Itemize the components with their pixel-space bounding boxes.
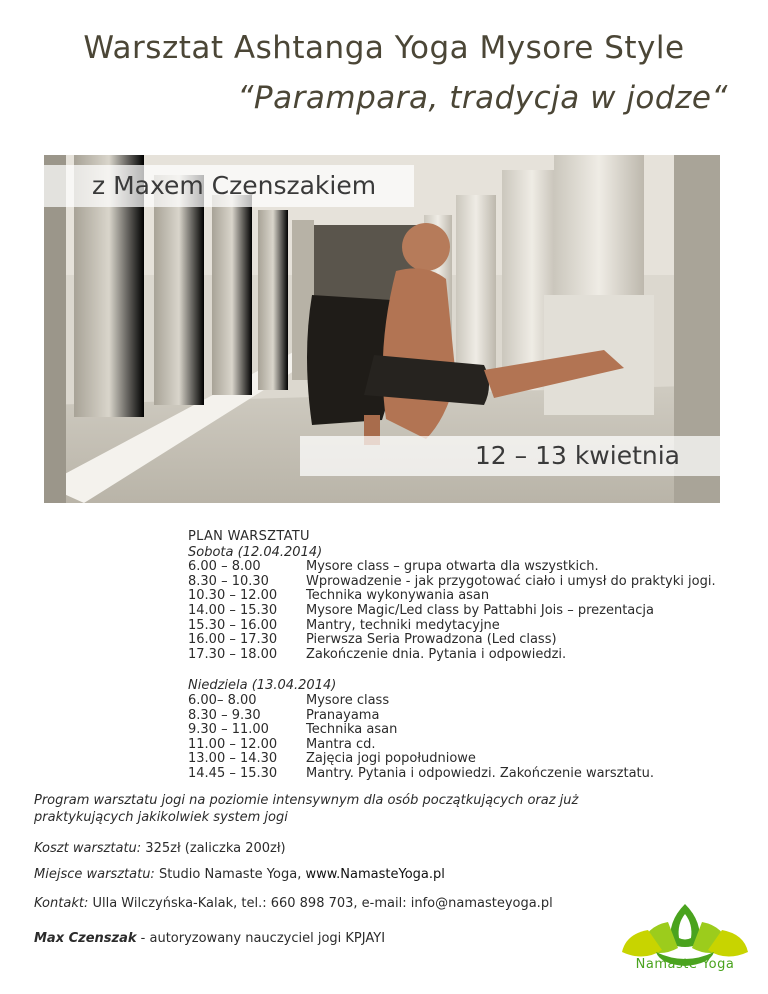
- program-description: Program warsztatu jogi na poziomie intensywnym dla osób początkujących oraz już praktykujących jakikolwiek system jogi: [34, 793, 579, 825]
- schedule-activity: Technika wykonywania asan: [306, 588, 490, 604]
- day-label-sunday: Niedziela (13.04.2014): [188, 678, 337, 694]
- place-label: Miejsce warsztatu:: [34, 867, 155, 882]
- schedule-time: 15.30 – 16.00: [188, 617, 278, 633]
- date-banner: 12 – 13 kwietnia: [300, 436, 720, 476]
- schedule-activity: Pierwsza Seria Prowadzona (Led class): [306, 632, 557, 648]
- workshop-plan: [188, 530, 716, 782]
- schedule-time: 14.45 – 15.30: [188, 765, 278, 781]
- schedule-row: [188, 752, 716, 767]
- schedule-row: [188, 633, 716, 648]
- website-link[interactable]: www.NamasteYoga.pl: [305, 867, 445, 882]
- host-banner: z Maxem Czenszakiem: [44, 165, 414, 207]
- schedule-saturday: [188, 560, 716, 662]
- cost-line: [34, 841, 286, 856]
- schedule-activity: Mantry, techniki medytacyjne: [306, 617, 500, 633]
- schedule-row: [188, 575, 716, 590]
- schedule-time: 6.00 – 8.00: [188, 559, 261, 575]
- schedule-activity: Technika asan: [306, 722, 398, 738]
- schedule-time: 14.00 – 15.30: [188, 602, 278, 618]
- schedule-time: 8.30 – 9.30: [188, 707, 261, 723]
- schedule-activity: Mysore class – grupa otwarta dla wszystkich.: [306, 559, 599, 575]
- schedule-row: [188, 767, 716, 782]
- schedule-row: [188, 589, 716, 604]
- schedule-activity: Mantra cd.: [306, 736, 376, 752]
- page-subtitle: “Parampara, tradycja w jodze“: [237, 80, 728, 116]
- teacher-line: [34, 931, 385, 946]
- schedule-activity: Mysore class: [306, 692, 390, 708]
- schedule-row: [188, 694, 716, 709]
- schedule-activity: Pranayama: [306, 707, 380, 723]
- schedule-sunday: [188, 694, 716, 782]
- schedule-row: [188, 709, 716, 724]
- schedule-activity: Zajęcia jogi popołudniowe: [306, 751, 476, 767]
- hero-photo: [44, 155, 720, 503]
- schedule-row: [188, 648, 716, 663]
- schedule-time: 11.00 – 12.00: [188, 736, 278, 752]
- page-title: Warsztat Ashtanga Yoga Mysore Style: [83, 30, 685, 66]
- place-value: Studio Namaste Yoga,: [154, 867, 306, 882]
- schedule-row: [188, 738, 716, 753]
- schedule-row: [188, 619, 716, 634]
- schedule-time: 8.30 – 10.30: [188, 573, 269, 589]
- plan-heading: PLAN WARSZTATU: [188, 529, 310, 544]
- schedule-row: [188, 723, 716, 738]
- schedule-time: 16.00 – 17.30: [188, 632, 278, 648]
- schedule-time: 6.00– 8.00: [188, 692, 257, 708]
- cost-value: 325zł (zaliczka 200zł): [141, 841, 286, 856]
- logo-text: Namaste Yoga: [635, 957, 735, 972]
- schedule-row: [188, 604, 716, 619]
- schedule-activity: Zakończenie dnia. Pytania i odpowiedzi.: [306, 646, 567, 662]
- schedule-row: [188, 560, 716, 575]
- teacher-description: - autoryzowany nauczyciel jogi KPJAYI: [136, 931, 386, 946]
- contact-label: Kontakt:: [34, 896, 89, 911]
- schedule-activity: Wprowadzenie - jak przygotować ciało i umysł do praktyki jogi.: [306, 573, 716, 589]
- contact-line: [34, 896, 553, 911]
- place-line: [34, 867, 445, 882]
- schedule-time: 13.00 – 14.30: [188, 751, 278, 767]
- day-label-saturday: Sobota (12.04.2014): [188, 544, 323, 560]
- schedule-time: 10.30 – 12.00: [188, 588, 278, 604]
- contact-value: Ulla Wilczyńska-Kalak, tel.: 660 898 703, e-mail: info@namasteyoga.pl: [88, 896, 553, 911]
- schedule-time: 17.30 – 18.00: [188, 646, 278, 662]
- teacher-name: Max Czenszak: [34, 931, 137, 946]
- schedule-time: 9.30 – 11.00: [188, 722, 269, 738]
- schedule-activity: Mysore Magic/Led class by Pattabhi Jois – prezentacja: [306, 602, 654, 618]
- schedule-activity: Mantry. Pytania i odpowiedzi. Zakończenie warsztatu.: [306, 765, 655, 781]
- cost-label: Koszt warsztatu:: [34, 841, 142, 856]
